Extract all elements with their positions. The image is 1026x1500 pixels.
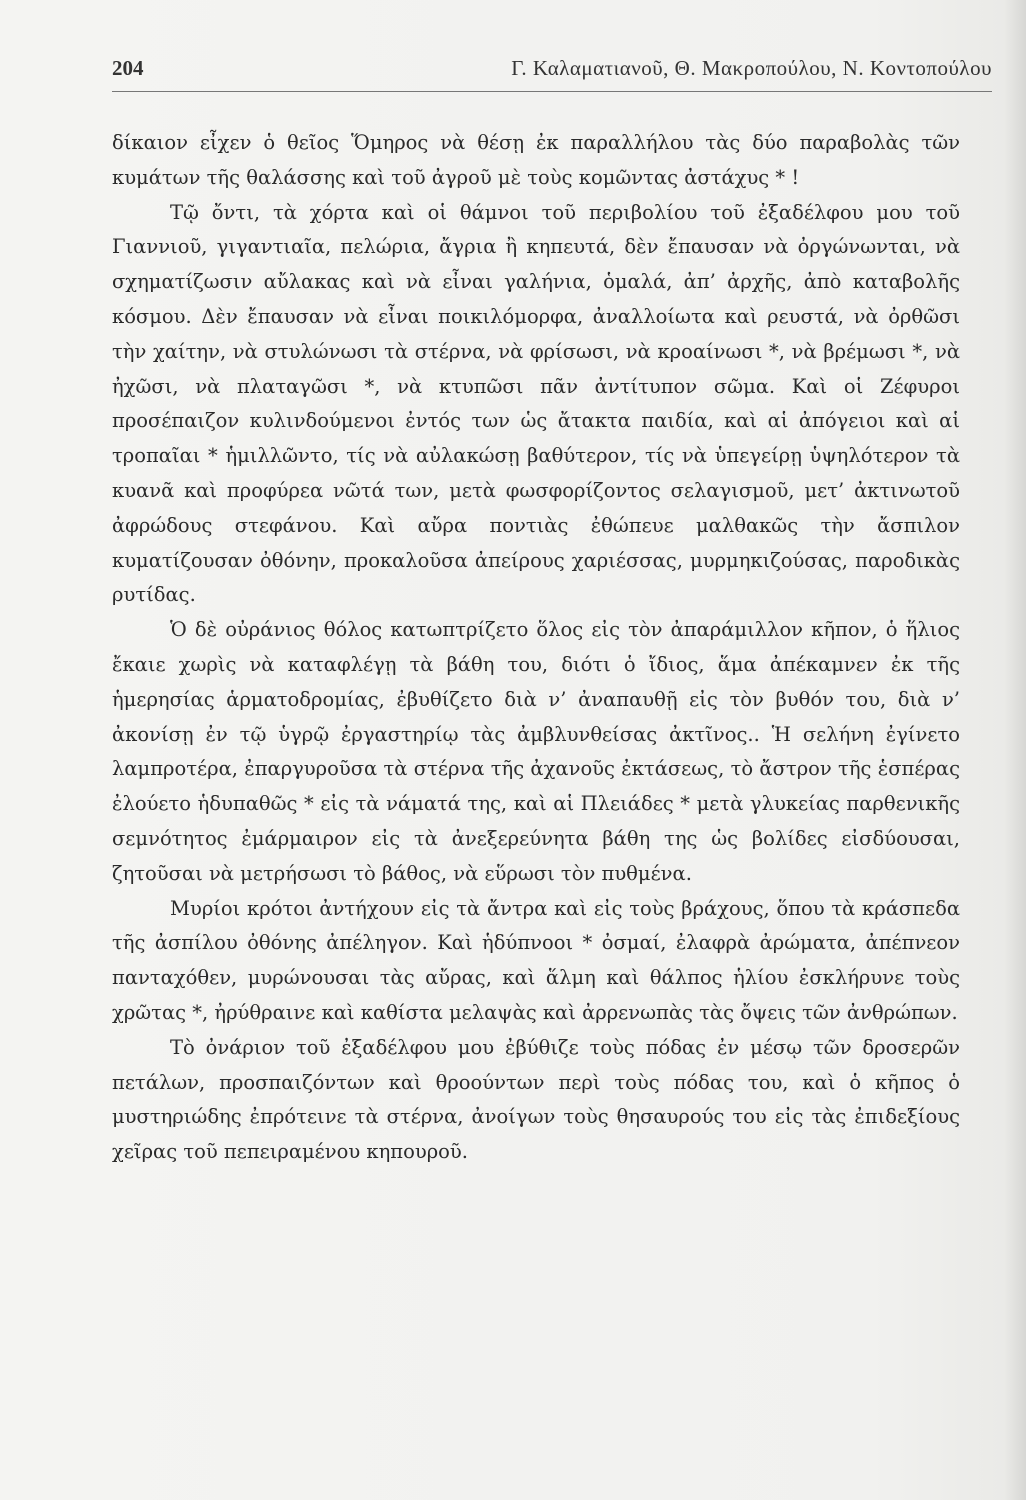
page-header (112, 56, 992, 96)
binding-shadow (1004, 0, 1026, 1500)
page-number: 204 (112, 56, 144, 80)
body-text (112, 126, 960, 1170)
paragraph: Τῷ ὄντι, τὰ χόρτα καὶ οἱ θάμνοι τοῦ περιβολίου τοῦ ἐξαδέλφου μου τοῦ Γιαννιοῦ, γιγαντιαῖα, πελώρια, ἄγρια ἢ κηπευτά, δὲν ἔπαυσαν νὰ ὀργώνωνται, νὰ σχηματίζωσιν αὔλακας καὶ νὰ εἶναι γαλήνια, ὁμαλά, ἀπ’ ἀρχῆς, ἀπὸ καταβολῆς κόσμου. Δὲν ἔπαυσαν νὰ εἶναι ποικιλόμορφα, ἀναλλοίωτα καὶ ρευστά, νὰ ὀρθῶσι τὴν χαίτην, νὰ στυλώνωσι τὰ στέρνα, νὰ φρίσωσι, νὰ κροαίνωσι *, νὰ βρέμωσι *, νὰ ἠχῶσι, νὰ πλαταγῶσι *, νὰ κτυπῶσι πᾶν ἀντίτυπον σῶμα. Καὶ οἱ Ζέφυροι προσέπαιζον κυλινδούμενοι ἐντός των ὡς ἄτακτα παιδία, καὶ αἱ ἀπόγειοι καὶ αἱ τροπαῖαι * ἡμιλλῶντο, τίς νὰ αὐλακώσῃ βαθύτερον, τίς νὰ ὑπεγείρῃ ὑψηλότερον τὰ κυανᾶ καὶ προφύρεα νῶτά των, μετὰ φωσφορίζοντος σελαγισμοῦ, μετ’ ἀκτινωτοῦ ἀφρώδους στεφάνου. Καὶ αὔρα ποντιὰς ἐθώπευε μαλθακῶς τὴν ἄσπιλον κυματίζουσαν ὀθόνην, προκαλοῦσα ἀπείρους χαριέσσας, μυρμηκιζούσας, παροδικὰς ρυτίδας. (112, 200, 960, 607)
header-rule (112, 91, 992, 92)
paragraph: Τὸ ὀνάριον τοῦ ἐξαδέλφου μου ἐβύθιζε τοὺς πόδας ἐν μέσῳ τῶν δροσερῶν πετάλων, προσπαιζόντων καὶ θροούντων περὶ τοὺς πόδας του, καὶ ὁ κῆπος ὁ μυστηριώδης ἐπρότεινε τὰ στέρνα, ἀνοίγων τοὺς θησαυρούς του εἰς τὰς ἐπιδεξίους χεῖρας τοῦ πεπειραμένου κηπουροῦ. (112, 1035, 960, 1164)
paragraph: δίκαιον εἶχεν ὁ θεῖος Ὅμηρος νὰ θέσῃ ἐκ παραλλήλου τὰς δύο παραβολὰς τῶν κυμάτων τῆς θαλάσσης καὶ τοῦ ἀγροῦ μὲ τοὺς κομῶντας ἀστάχυς * ! (112, 131, 960, 189)
running-head: Γ. Καλαματιανοῦ, Θ. Μακροπούλου, Ν. Κοντοπούλου (511, 56, 992, 80)
paragraph: Μυρίοι κρότοι ἀντήχουν εἰς τὰ ἄντρα καὶ εἰς τοὺς βράχους, ὅπου τὰ κράσπεδα τῆς ἀσπίλου ὀθόνης ἀπέληγον. Καὶ ἡδύπνοοι * ὀσμαί, ἐλαφρὰ ἀρώματα, ἀπέπνεον πανταχόθεν, μυρώνουσαι τὰς αὔρας, καὶ ἅλμη καὶ θάλπος ἡλίου ἐσκλήρυνε τοὺς χρῶτας *, ἠρύθραινε καὶ καθίστα μελαψὰς καὶ ἀρρενωπὰς τὰς ὄψεις τῶν ἀνθρώπων. (112, 896, 960, 1024)
paragraph: Ὁ δὲ οὐράνιος θόλος κατωπτρίζετο ὅλος εἰς τὸν ἀπαράμιλλον κῆπον, ὁ ἥλιος ἔκαιε χωρὶς νὰ καταφλέγῃ τὰ βάθη του, διότι ὁ ἴδιος, ἅμα ἀπέκαμνεν ἐκ τῆς ἡμερησίας ἁρματοδρομίας, ἐβυθίζετο διὰ ν’ ἀναπαυθῇ εἰς τὸν βυθόν του, διὰ ν’ ἀκονίσῃ ἐν τῷ ὑγρῷ ἐργαστηρίῳ τὰς ἀμβλυνθείσας ἀκτῖνος.. Ἡ σελήνη ἐγίνετο λαμπροτέρα, ἐπαργυροῦσα τὰ στέρνα τῆς ἀχανοῦς ἐκτάσεως, τὸ ἄστρον τῆς ἑσπέρας ἐλούετο ἡδυπαθῶς * εἰς τὰ νάματά της, καὶ αἱ Πλειάδες * μετὰ γλυκείας παρθενικῆς σεμνότητος ἐμάρμαιρον εἰς τὰ ἀνεξερεύνητα βάθη της ὡς βολίδες εἰσδύουσαι, ζητοῦσαι νὰ μετρήσωσι τὸ βάθος, νὰ εὕρωσι τὸν πυθμένα. (112, 618, 960, 885)
